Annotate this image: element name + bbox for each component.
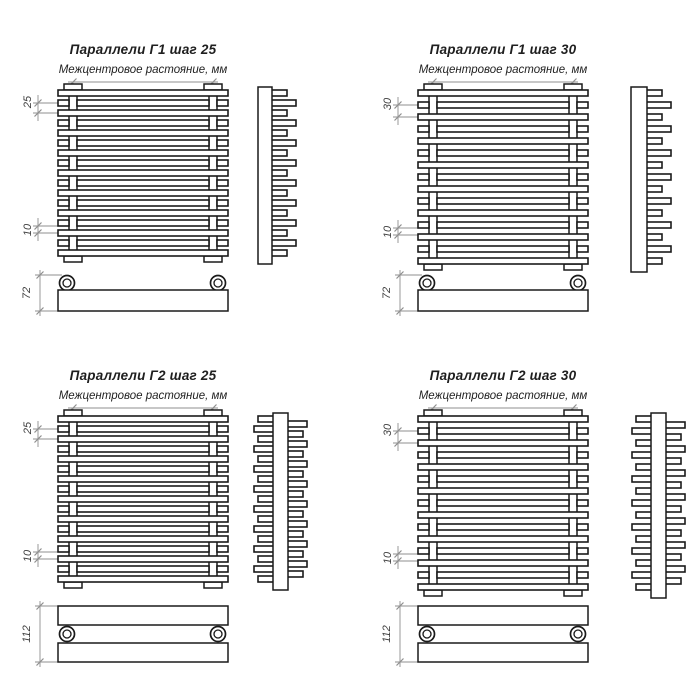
center-distance-label: Межцентровое растояние, мм <box>418 64 588 76</box>
dim-bottom-gap-label: 10 <box>382 551 394 564</box>
dim-depth-label: 112 <box>381 625 393 643</box>
dim-bottom-gap-label: 10 <box>22 223 34 236</box>
dim-depth-label: 72 <box>21 286 33 300</box>
dim-step-label: 30 <box>382 423 394 437</box>
panel-title: Параллели Г1 шаг 25 <box>69 42 217 57</box>
dim-bottom-gap-label: 10 <box>22 549 34 562</box>
panel-title: Параллели Г2 шаг 30 <box>429 368 577 383</box>
dim-depth-label: 112 <box>21 625 33 643</box>
panel-title: Параллели Г2 шаг 25 <box>69 368 217 383</box>
dim-step-label: 30 <box>382 97 394 111</box>
panel-title: Параллели Г1 шаг 30 <box>429 42 577 57</box>
dim-depth-label: 72 <box>381 286 393 300</box>
dim-bottom-gap-label: 10 <box>382 225 394 238</box>
dim-step-label: 25 <box>22 95 34 109</box>
dim-step-label: 25 <box>22 421 34 435</box>
center-distance-label: Межцентровое растояние, мм <box>58 390 228 402</box>
center-distance-label: Межцентровое растояние, мм <box>58 64 228 76</box>
center-distance-label: Межцентровое растояние, мм <box>418 390 588 402</box>
